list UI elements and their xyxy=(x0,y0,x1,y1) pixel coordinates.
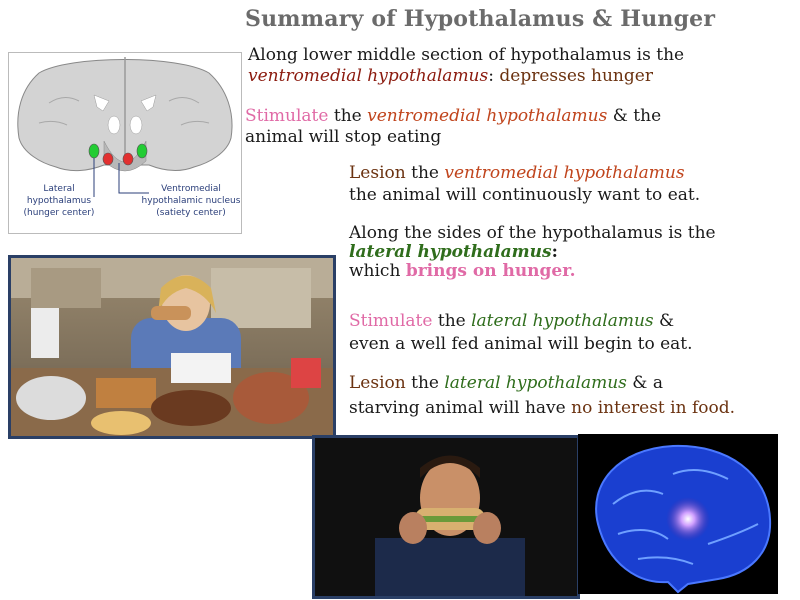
brain-scan-image xyxy=(578,434,778,594)
para1-line2: ventromedial hypothalamus: depresses hunger xyxy=(248,66,653,86)
para6-line2: starving animal will have no interest in food. xyxy=(349,398,735,418)
para1-line1: Along lower middle section of hypothalamus is the xyxy=(248,45,685,65)
para4-line2: lateral hypothalamus: xyxy=(349,242,558,262)
lateral-label-line3: (hunger center) xyxy=(23,208,95,218)
vmh-label-line2: hypothalamic nucleus xyxy=(141,196,241,206)
para2-line2: animal will stop eating xyxy=(245,127,442,147)
brain-cross-section-image xyxy=(9,53,241,233)
lateral-label-line1: Lateral xyxy=(43,184,75,194)
para5-line1: Stimulate the lateral hypothalamus & xyxy=(349,311,675,331)
para3-line1: Lesion the ventromedial hypothalamus xyxy=(349,163,685,183)
slide-title: Summary of Hypothalamus & Hunger xyxy=(245,6,716,32)
man-eating-sandwich-photo xyxy=(312,435,580,599)
para2-line1: Stimulate the ventromedial hypothalamus & the xyxy=(245,106,662,126)
para4-line3: which brings on hunger. xyxy=(349,261,576,281)
lateral-hypothalamus-marker xyxy=(89,144,99,158)
lateral-label-line2: hypothalamus xyxy=(26,196,92,206)
vmh-effect: depresses hunger xyxy=(499,66,653,86)
para4-line1: Along the sides of the hypothalamus is the xyxy=(349,223,716,243)
woman-eating-photo xyxy=(8,255,336,439)
ventromedial-nucleus-marker xyxy=(103,153,113,165)
para3-line2: the animal will continuously want to eat. xyxy=(349,185,701,205)
vmh-label-line3: (satiety center) xyxy=(156,208,226,218)
para6-line1: Lesion the lateral hypothalamus & a xyxy=(349,373,663,393)
hypothalamus-diagram xyxy=(8,52,242,234)
vmh-label-line1: Ventromedial xyxy=(161,184,221,194)
para5-line2: even a well fed animal will begin to eat. xyxy=(349,334,693,354)
vmh-term: ventromedial hypothalamus xyxy=(248,66,489,86)
